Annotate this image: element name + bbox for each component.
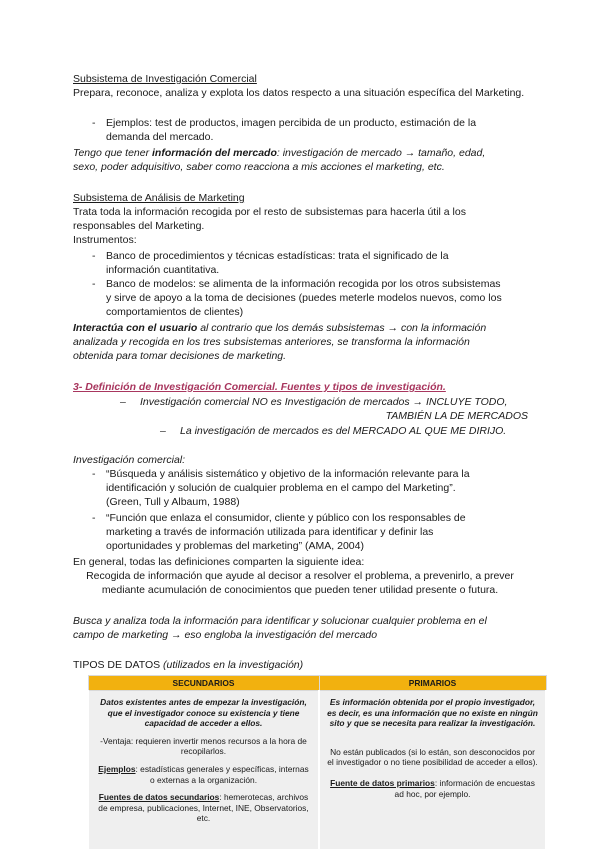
dash-marker: - <box>92 116 96 130</box>
quote-line: “Búsqueda y análisis sistemático y objetivo de la información relevante para la <box>106 467 470 481</box>
bullet-line: demanda del mercado. <box>106 130 476 144</box>
section-title-investigacion-comercial: Subsistema de Investigación Comercial <box>73 72 257 86</box>
sources-label: Fuentes de datos secundarios <box>99 792 220 802</box>
secondary-definition: Datos existentes antes de empezar la investigación, que el investigador conoce su existencia y tiene capacidad de acceder a ellos. <box>95 697 312 729</box>
bullet-item <box>106 277 502 320</box>
primary-sources-text: : información de encuestas ad hoc, por ejemplo. <box>395 778 535 799</box>
dash-marker: - <box>92 511 96 525</box>
bullet-line: Ejemplos: test de productos, imagen percibida de un producto, estimación de la <box>106 116 476 130</box>
note-text: al contrario que los demás subsistemas → con la información <box>197 322 486 334</box>
dash-marker: – <box>120 395 126 409</box>
idea-line: Recogida de información que ayude al decisor a resolver el problema, a prevenirlo, a prever <box>70 569 530 583</box>
italic-note <box>73 321 486 364</box>
secondary-sources <box>95 792 312 824</box>
quote-line: identificación y solución de cualquier problema en el campo del Marketing”. <box>106 481 470 495</box>
bullet-item <box>106 249 449 277</box>
idea-line: mediante acumulación de conocimientos que pueden tener utilidad presente o futura. <box>70 583 530 597</box>
note-text: Tengo que tener <box>73 147 152 159</box>
bullet-line: Banco de procedimientos y técnicas estadísticas: trata el significado de la <box>106 249 449 263</box>
quote-item <box>106 467 470 510</box>
primary-sources-label: Fuente de datos primarios <box>330 778 435 788</box>
primary-definition: Es información obtenida por el propio investigador, es decir, es una información que no existe en ningún sito y que se necesita para realizar la investigación. <box>326 697 539 729</box>
bullet-line: Banco de modelos: se alimenta de la información recogida por los otros subsistemas <box>106 277 502 291</box>
text-line: Trata toda la información recogida por el resto de subsistemas para hacerla útil a los <box>73 205 466 219</box>
sources-text: : hemerotecas, archivos de empresa, publicaciones, Internet, INE, Observatorios, etc. <box>98 792 308 823</box>
section-text <box>73 205 466 248</box>
general-text: En general, todas las definiciones comparten la siguiente idea: <box>73 555 364 569</box>
note-text: : investigación de mercado → tamaño, edad, <box>277 147 485 159</box>
data-types-table <box>87 675 547 849</box>
quote-line: (Green, Tull y Albaum, 1988) <box>106 495 470 509</box>
table-header-row <box>88 676 546 691</box>
bullet-line: y sirve de apoyo a la toma de decisiones (puedes meterle modelos nuevos, como los <box>106 291 502 305</box>
quote-item <box>106 511 466 554</box>
instruments-label: Instrumentos: <box>73 233 466 247</box>
secondary-advantage: -Ventaja: requieren invertir menos recursos a la hora de recopilarlos. <box>95 736 312 757</box>
column-header-secondary: SECUNDARIOS <box>88 676 319 691</box>
primary-sources <box>326 778 539 799</box>
section-heading-3: 3- Definición de Investigación Comercial. Fuentes y tipos de investigación. <box>73 380 446 394</box>
bullet-line: comportamientos de clientes) <box>106 305 502 319</box>
note-text: obtenida para tomar decisiones de marketing. <box>73 349 486 363</box>
summary-line: campo de marketing → eso engloba la investigación del mercado <box>73 628 487 642</box>
note-text: analizada y recogida en los tres subsistemas anteriores, se transforma la información <box>73 335 486 349</box>
examples-text: : estadísticas generales y específicas, internas o externas a la organización. <box>136 764 309 785</box>
quote-line: “Función que enlaza el consumidor, cliente y público con los responsables de <box>106 511 466 525</box>
dash-marker: – <box>160 424 166 438</box>
idea-text <box>70 569 530 597</box>
dash-marker: - <box>92 249 96 263</box>
table-row <box>88 691 546 849</box>
secondary-examples <box>95 764 312 785</box>
section-title-analisis-marketing: Subsistema de Análisis de Marketing <box>73 191 245 205</box>
note-text: sexo, poder adquisitivo, saber como reacciona a mis acciones el marketing, etc. <box>73 160 485 174</box>
definition-line: TAMBIÉN LA DE MERCADOS <box>140 409 528 423</box>
quote-line: marketing a través de información utilizada para identificar y definir las <box>106 525 466 539</box>
summary-line: Busca y analiza toda la información para identificar y solucionar cualquier problema en el <box>73 614 487 628</box>
cell-primary <box>319 691 546 849</box>
bullet-line: información cuantitativa. <box>106 263 449 277</box>
italic-note <box>73 146 485 174</box>
definition-item <box>180 424 506 438</box>
note-bold-text: información del mercado <box>152 147 277 159</box>
primary-unpublished: No están publicados (si lo están, son desconocidos por el investigador o no tiene posibilidad de acceder a ellos). <box>326 747 539 768</box>
definition-line: Investigación comercial NO es Investigación de mercados → INCLUYE TODO, <box>140 395 528 409</box>
data-types-title-text: TIPOS DE DATOS <box>73 659 163 671</box>
text-line: responsables del Marketing. <box>73 219 466 233</box>
data-types-title-italic: (utilizados en la investigación) <box>163 659 303 671</box>
bullet-item <box>106 116 476 144</box>
section-text: Prepara, reconoce, analiza y explota los datos respecto a una situación específica del Marketing. <box>73 86 533 100</box>
examples-label: Ejemplos <box>98 764 135 774</box>
dash-marker: - <box>92 467 96 481</box>
ic-label: Investigación comercial: <box>73 453 185 467</box>
column-header-primary: PRIMARIOS <box>319 676 546 691</box>
summary-text <box>73 614 487 642</box>
quote-line: oportunidades y problemas del marketing” (AMA, 2004) <box>106 539 466 553</box>
definition-line: La investigación de mercados es del MERCADO AL QUE ME DIRIJO. <box>180 424 506 438</box>
data-types-title <box>73 658 303 672</box>
definition-item <box>140 395 528 423</box>
dash-marker: - <box>92 277 96 291</box>
note-bold-text: Interactúa con el usuario <box>73 322 197 334</box>
cell-secondary <box>88 691 319 849</box>
